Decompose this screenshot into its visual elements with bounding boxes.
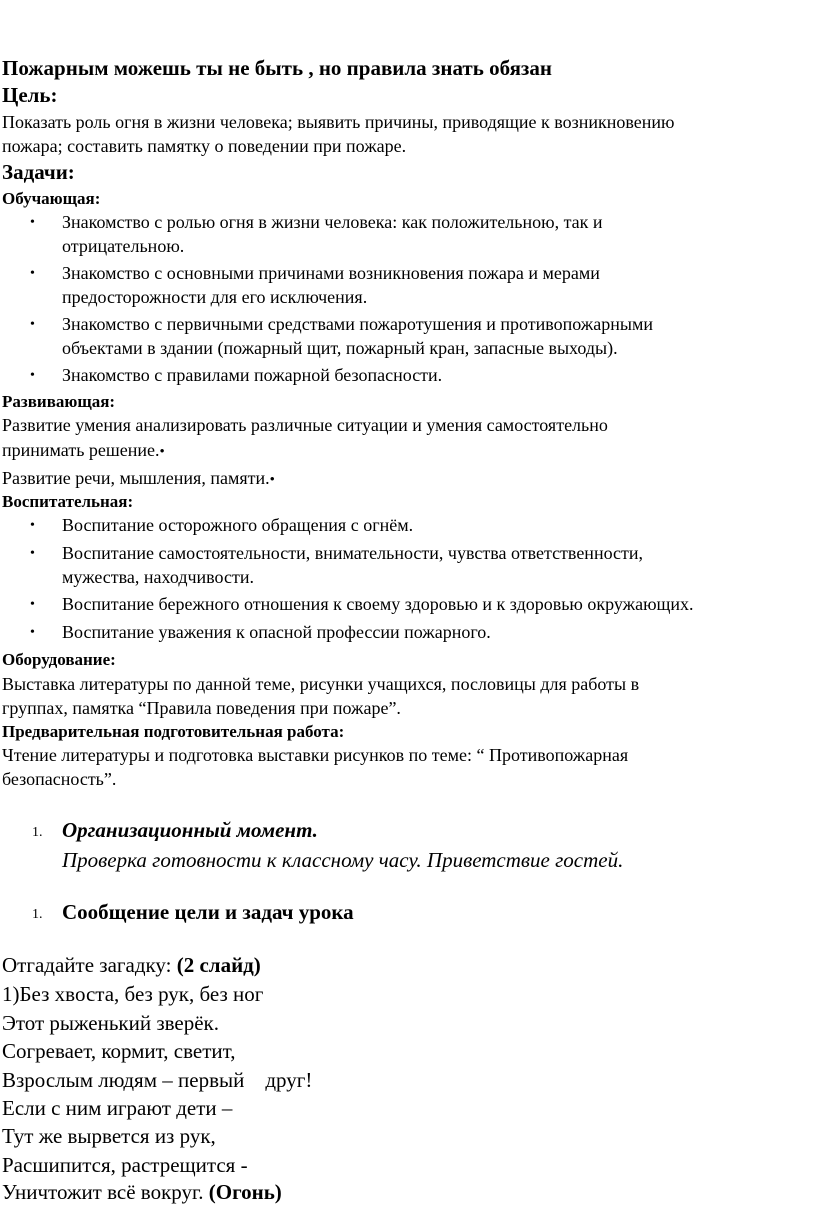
educational-item-3-line-1: Знакомство с первичными средствами пожаротушения и противопожарными — [62, 314, 653, 334]
section-1-subtitle: Проверка готовности к классному часу. Приветствие гостей. — [62, 848, 624, 872]
developing-line-2: принимать решение.• — [2, 440, 165, 460]
bullet-icon: • — [30, 266, 35, 281]
riddle-line-1: 1)Без хвоста, без рук, без ног — [2, 982, 264, 1006]
bullet-icon: • — [30, 597, 35, 612]
goal-line-2: пожара; составить памятку о поведении при пожаре. — [2, 136, 407, 156]
equipment-line-1: Выставка литературы по данной теме, рисунки учащихся, пословицы для работы в — [2, 674, 640, 694]
prep-heading: Предварительная подготовительная работа: — [2, 722, 345, 741]
bullet-icon: • — [30, 317, 35, 332]
bullet-icon: • — [159, 444, 165, 460]
developing-heading: Развивающая: — [2, 392, 116, 411]
riddle-line-6: Тут же вырвется из рук, — [2, 1124, 216, 1148]
educational-item-3-line-2: объектами в здании (пожарный щит, пожарный кран, запасные выходы). — [62, 338, 618, 358]
riddle-intro: Отгадайте загадку: (2 слайд) — [2, 953, 261, 977]
educational-item-4-line-1: Знакомство с правилами пожарной безопасности. — [62, 365, 443, 385]
equipment-line-2: группах, памятка “Правила поведения при пожаре”. — [2, 698, 401, 718]
riddle-line-3: Согревает, кормит, светит, — [2, 1039, 236, 1063]
educational-heading: Обучающая: — [2, 189, 101, 208]
document-title: Пожарным можешь ты не быть , но правила знать обязан — [2, 56, 552, 80]
equipment-heading: Оборудование: — [2, 650, 116, 669]
educational-item-1-line-1: Знакомство с ролью огня в жизни человека: как положительною, так и — [62, 212, 603, 232]
riddle-line-4: Взрослым людям – первый друг! — [2, 1068, 313, 1092]
upbringing-heading: Воспитательная: — [2, 492, 134, 511]
tasks-heading: Задачи: — [2, 160, 75, 184]
riddle-line-5: Если с ним играют дети – — [2, 1096, 233, 1120]
upbringing-item-2-line-1: Воспитание самостоятельности, внимательности, чувства ответственности, — [62, 543, 644, 563]
goal-heading: Цель: — [2, 83, 58, 107]
bullet-icon: • — [30, 215, 35, 230]
prep-line-1: Чтение литературы и подготовка выставки рисунков по теме: “ Противопожарная — [2, 745, 629, 765]
bullet-icon: • — [30, 625, 35, 640]
section-1-number: 1. — [32, 825, 43, 840]
educational-item-2-line-1: Знакомство с основными причинами возникновения пожара и мерами — [62, 263, 600, 283]
section-1-title: Организационный момент. — [62, 818, 318, 842]
educational-item-2-line-2: предосторожности для его исключения. — [62, 287, 368, 307]
bullet-icon: • — [30, 546, 35, 561]
upbringing-item-2-line-2: мужества, находчивости. — [62, 567, 254, 587]
prep-line-2: безопасность”. — [2, 769, 117, 789]
bullet-icon: • — [269, 472, 275, 488]
upbringing-item-1: Воспитание осторожного обращения с огнём. — [62, 515, 414, 535]
upbringing-item-4: Воспитание уважения к опасной профессии пожарного. — [62, 622, 491, 642]
developing-line-1: Развитие умения анализировать различные ситуации и умения самостоятельно — [2, 415, 608, 435]
upbringing-item-3: Воспитание бережного отношения к своему здоровью и к здоровью окружающих. — [62, 594, 694, 614]
developing-line-3: Развитие речи, мышления, памяти.• — [2, 468, 275, 488]
section-2-number: 1. — [32, 907, 43, 922]
section-2-title: Сообщение цели и задач урока — [62, 900, 354, 924]
riddle-answer: (Огонь) — [208, 1180, 282, 1204]
bullet-icon: • — [30, 518, 35, 533]
riddle-line-8: Уничтожит всё вокруг. (Огонь) — [2, 1180, 282, 1204]
educational-item-1-line-2: отрицательною. — [62, 236, 185, 256]
goal-line-1: Показать роль огня в жизни человека; выявить причины, приводящие к возникновению — [2, 112, 675, 132]
slide-reference: (2 слайд) — [176, 953, 261, 977]
bullet-icon: • — [30, 368, 35, 383]
riddle-line-7: Расшипится, растрещится - — [2, 1153, 248, 1177]
riddle-line-2: Этот рыженький зверёк. — [2, 1011, 220, 1035]
